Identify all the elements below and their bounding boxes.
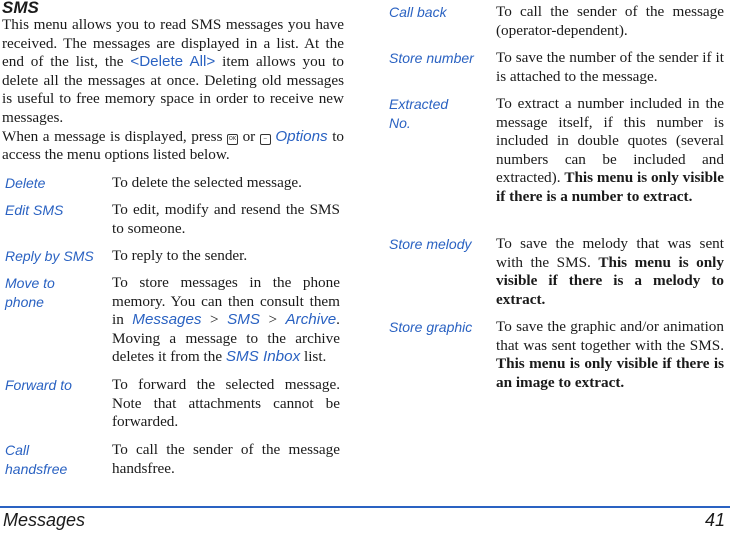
desc-forward-to: To forward the selected message. Note that attachments cannot be forwarded.	[112, 376, 340, 431]
desc-move-to-phone: To store messages in the phone memory. You can then consult them in Messages > SMS > Archive. Moving a message to the archive deletes it from the SMS Inbox list.	[112, 274, 340, 366]
term-delete: Delete	[5, 175, 46, 191]
delete-all-link: <Delete All>	[130, 53, 216, 71]
menu-key-icon: −	[260, 134, 271, 145]
desc-store-graphic: To save the graphic and/or animation that was sent together with the SMS. This menu is only visible if there is an image to extract.	[496, 318, 724, 391]
footer-divider	[0, 506, 730, 508]
term-store-number: Store number	[389, 50, 474, 66]
desc-reply-by-sms: To reply to the sender.	[112, 247, 248, 264]
desc-call-back: To call the sender of the message (operator-dependent).	[496, 3, 724, 39]
section-title: SMS	[2, 0, 39, 17]
desc-delete: To delete the selected message.	[112, 174, 302, 191]
term-extracted-no: Extracted No.	[389, 96, 449, 131]
desc-call-handsfree: To call the sender of the message handsfree.	[112, 441, 340, 477]
footer-chapter: Messages	[3, 510, 86, 530]
term-reply-by-sms: Reply by SMS	[5, 248, 94, 264]
term-call-handsfree: Call handsfree	[5, 442, 68, 477]
desc-store-melody: To save the melody that was sent with the SMS. This menu is only visible if there is a melody to extract.	[496, 235, 724, 308]
term-move-to-phone: Move to phone	[5, 275, 55, 310]
term-call-back: Call back	[389, 4, 447, 20]
desc-extracted-no: To extract a number included in the message itself, if this number is included in double quotes (several numbers can be included and extracted). This menu is only visible if there is a number to extract.	[496, 95, 724, 205]
options-link: Options	[275, 127, 328, 145]
desc-store-number: To save the number of the sender if it is attached to the message.	[496, 49, 724, 85]
desc-edit-sms: To edit, modify and resend the SMS to someone.	[112, 201, 340, 237]
page-number: 41	[704, 510, 725, 530]
term-forward-to: Forward to	[5, 377, 72, 393]
term-store-graphic: Store graphic	[389, 319, 473, 335]
intro-text: This menu allows you to read SMS messages you have received. The messages are displayed in a list. At the end of the list, the <Delete All> item allows you to delete all the messages at once. Deleting old messages is useful to free memory space in order to receive new messages. When a message is displayed, press OK or − Options to access the menu options listed below.	[2, 16, 345, 164]
term-store-melody: Store melody	[389, 236, 472, 252]
term-edit-sms: Edit SMS	[5, 202, 64, 218]
ok-key-icon: OK	[227, 134, 238, 145]
